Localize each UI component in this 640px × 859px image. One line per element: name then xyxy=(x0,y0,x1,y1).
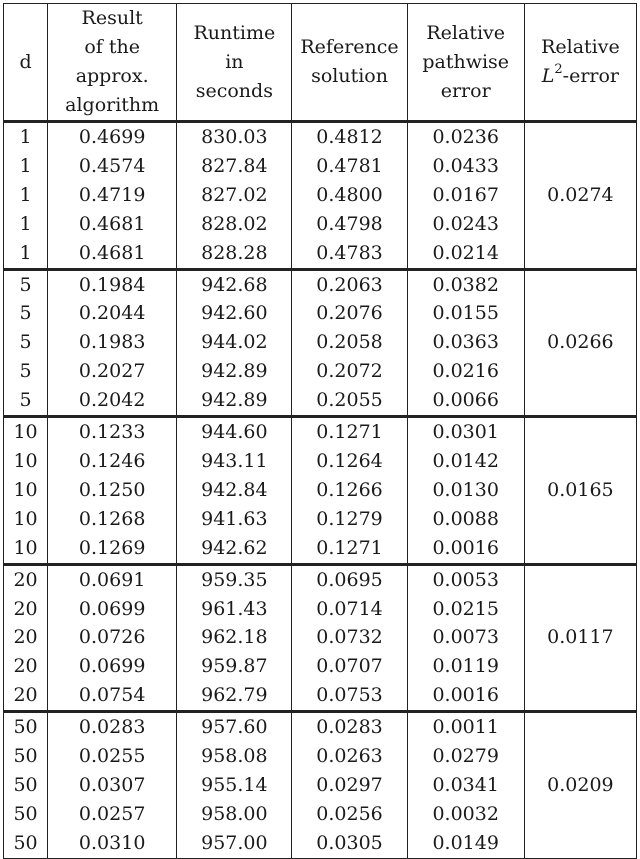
cell-pathwise-error: 0.0382 xyxy=(407,269,524,299)
cell-reference: 0.2076 xyxy=(292,299,407,328)
cell-result: 0.0257 xyxy=(48,800,177,829)
cell-l2-error: 0.0209 xyxy=(524,712,636,859)
cell-reference: 0.0297 xyxy=(292,771,407,800)
cell-d: 5 xyxy=(4,269,48,299)
cell-runtime: 828.02 xyxy=(177,210,292,239)
cell-reference: 0.2072 xyxy=(292,357,407,386)
cell-pathwise-error: 0.0279 xyxy=(407,742,524,771)
cell-reference: 0.2058 xyxy=(292,328,407,357)
cell-reference: 0.0263 xyxy=(292,742,407,771)
cell-d: 5 xyxy=(4,328,48,357)
table-header xyxy=(4,4,637,122)
header-result-line: algorithm xyxy=(65,94,160,116)
cell-reference: 0.1279 xyxy=(292,505,407,534)
header-pathwise-line: Relative xyxy=(426,21,506,44)
cell-runtime: 942.89 xyxy=(177,357,292,386)
cell-reference: 0.0753 xyxy=(292,681,407,711)
cell-pathwise-error: 0.0053 xyxy=(407,564,524,594)
header-l2-line xyxy=(525,62,636,91)
cell-pathwise-error: 0.0142 xyxy=(407,447,524,476)
cell-result: 0.1983 xyxy=(48,328,177,357)
cell-runtime: 959.87 xyxy=(177,652,292,681)
cell-reference: 0.0707 xyxy=(292,652,407,681)
header-runtime-line: seconds xyxy=(195,79,273,102)
cell-runtime: 943.11 xyxy=(177,447,292,476)
cell-pathwise-error: 0.0149 xyxy=(407,829,524,858)
cell-pathwise-error: 0.0155 xyxy=(407,299,524,328)
cell-runtime: 942.89 xyxy=(177,386,292,416)
cell-reference: 0.1271 xyxy=(292,417,407,447)
cell-reference: 0.4798 xyxy=(292,210,407,239)
header-result-line: of the xyxy=(84,36,140,58)
cell-d: 20 xyxy=(4,652,48,681)
cell-d: 1 xyxy=(4,181,48,210)
cell-d: 50 xyxy=(4,742,48,771)
table-row xyxy=(4,122,637,152)
cell-d: 1 xyxy=(4,239,48,269)
cell-d: 10 xyxy=(4,534,48,564)
cell-pathwise-error: 0.0130 xyxy=(407,476,524,505)
cell-result: 0.1250 xyxy=(48,476,177,505)
cell-runtime: 942.84 xyxy=(177,476,292,505)
cell-runtime: 962.79 xyxy=(177,681,292,711)
cell-result: 0.2027 xyxy=(48,357,177,386)
table-row xyxy=(4,712,637,742)
cell-l2-error: 0.0266 xyxy=(524,269,636,417)
header-d-line: d xyxy=(19,50,32,73)
cell-result: 0.4719 xyxy=(48,181,177,210)
cell-runtime: 942.68 xyxy=(177,269,292,299)
cell-l2-error: 0.0117 xyxy=(524,564,636,712)
header-reference-line: Reference xyxy=(300,36,399,58)
cell-pathwise-error: 0.0243 xyxy=(407,210,524,239)
cell-runtime: 955.14 xyxy=(177,771,292,800)
table-row xyxy=(4,417,637,447)
table-row xyxy=(4,564,637,594)
cell-d: 1 xyxy=(4,210,48,239)
cell-reference: 0.0283 xyxy=(292,712,407,742)
table-row xyxy=(4,269,637,299)
cell-runtime: 962.18 xyxy=(177,623,292,652)
cell-pathwise-error: 0.0301 xyxy=(407,417,524,447)
header-runtime-line: in xyxy=(225,50,244,73)
cell-d: 10 xyxy=(4,505,48,534)
cell-d: 20 xyxy=(4,564,48,594)
table-body xyxy=(4,122,637,859)
cell-result: 0.0726 xyxy=(48,623,177,652)
header-result-line: approx. xyxy=(75,65,149,87)
header-runtime-line: Runtime xyxy=(193,21,276,44)
cell-runtime: 944.60 xyxy=(177,417,292,447)
cell-result: 0.0691 xyxy=(48,564,177,594)
cell-d: 20 xyxy=(4,681,48,711)
cell-result: 0.0255 xyxy=(48,742,177,771)
cell-d: 1 xyxy=(4,152,48,181)
cell-runtime: 827.02 xyxy=(177,181,292,210)
cell-pathwise-error: 0.0363 xyxy=(407,328,524,357)
cell-pathwise-error: 0.0119 xyxy=(407,652,524,681)
cell-l2-error: 0.0274 xyxy=(524,122,636,270)
header-reference-line: solution xyxy=(311,65,388,87)
cell-result: 0.1269 xyxy=(48,534,177,564)
cell-reference: 0.0732 xyxy=(292,623,407,652)
header-pathwise-line: pathwise xyxy=(422,50,510,73)
cell-result: 0.1984 xyxy=(48,269,177,299)
cell-d: 10 xyxy=(4,447,48,476)
cell-reference: 0.0714 xyxy=(292,595,407,624)
cell-d: 20 xyxy=(4,595,48,624)
cell-pathwise-error: 0.0011 xyxy=(407,712,524,742)
cell-runtime: 957.60 xyxy=(177,712,292,742)
cell-reference: 0.0305 xyxy=(292,829,407,858)
cell-result: 0.0310 xyxy=(48,829,177,858)
cell-runtime: 958.08 xyxy=(177,742,292,771)
cell-d: 10 xyxy=(4,417,48,447)
header-l2-suffix: -error xyxy=(562,65,620,87)
cell-reference: 0.4781 xyxy=(292,152,407,181)
cell-result: 0.2044 xyxy=(48,299,177,328)
cell-pathwise-error: 0.0016 xyxy=(407,534,524,564)
cell-runtime: 942.62 xyxy=(177,534,292,564)
results-table xyxy=(3,3,637,859)
cell-pathwise-error: 0.0214 xyxy=(407,239,524,269)
cell-runtime: 959.35 xyxy=(177,564,292,594)
cell-pathwise-error: 0.0341 xyxy=(407,771,524,800)
cell-runtime: 957.00 xyxy=(177,829,292,858)
cell-reference: 0.4783 xyxy=(292,239,407,269)
header-l2-symbol: L xyxy=(541,65,555,87)
cell-runtime: 830.03 xyxy=(177,122,292,152)
cell-pathwise-error: 0.0433 xyxy=(407,152,524,181)
cell-reference: 0.4800 xyxy=(292,181,407,210)
cell-runtime: 944.02 xyxy=(177,328,292,357)
cell-d: 50 xyxy=(4,800,48,829)
cell-d: 50 xyxy=(4,771,48,800)
cell-result: 0.0307 xyxy=(48,771,177,800)
cell-result: 0.2042 xyxy=(48,386,177,416)
cell-pathwise-error: 0.0073 xyxy=(407,623,524,652)
cell-pathwise-error: 0.0032 xyxy=(407,800,524,829)
cell-pathwise-error: 0.0167 xyxy=(407,181,524,210)
cell-d: 5 xyxy=(4,386,48,416)
cell-d: 5 xyxy=(4,299,48,328)
cell-reference: 0.4812 xyxy=(292,122,407,152)
cell-pathwise-error: 0.0216 xyxy=(407,357,524,386)
cell-reference: 0.1266 xyxy=(292,476,407,505)
cell-d: 50 xyxy=(4,712,48,742)
header-reference xyxy=(292,4,407,122)
cell-reference: 0.0695 xyxy=(292,564,407,594)
cell-result: 0.1233 xyxy=(48,417,177,447)
cell-pathwise-error: 0.0215 xyxy=(407,595,524,624)
cell-d: 5 xyxy=(4,357,48,386)
cell-d: 50 xyxy=(4,829,48,858)
cell-d: 10 xyxy=(4,476,48,505)
header-l2 xyxy=(524,4,636,122)
header-runtime xyxy=(177,4,292,122)
cell-pathwise-error: 0.0016 xyxy=(407,681,524,711)
header-pathwise-line: error xyxy=(440,79,491,102)
cell-reference: 0.0256 xyxy=(292,800,407,829)
header-result-line: Result xyxy=(81,7,143,29)
header-result xyxy=(48,4,177,122)
cell-reference: 0.2055 xyxy=(292,386,407,416)
cell-reference: 0.1264 xyxy=(292,447,407,476)
cell-d: 20 xyxy=(4,623,48,652)
cell-reference: 0.1271 xyxy=(292,534,407,564)
cell-reference: 0.2063 xyxy=(292,269,407,299)
cell-pathwise-error: 0.0066 xyxy=(407,386,524,416)
cell-result: 0.0283 xyxy=(48,712,177,742)
cell-result: 0.0699 xyxy=(48,595,177,624)
cell-pathwise-error: 0.0236 xyxy=(407,122,524,152)
cell-result: 0.1246 xyxy=(48,447,177,476)
cell-pathwise-error: 0.0088 xyxy=(407,505,524,534)
header-l2-line: Relative xyxy=(541,36,620,58)
cell-result: 0.4574 xyxy=(48,152,177,181)
cell-d: 1 xyxy=(4,122,48,152)
cell-result: 0.4681 xyxy=(48,210,177,239)
header-pathwise xyxy=(407,4,524,122)
cell-result: 0.4681 xyxy=(48,239,177,269)
cell-runtime: 958.00 xyxy=(177,800,292,829)
cell-l2-error: 0.0165 xyxy=(524,417,636,565)
cell-result: 0.4699 xyxy=(48,122,177,152)
cell-runtime: 828.28 xyxy=(177,239,292,269)
header-l2-superscript: 2 xyxy=(554,61,563,77)
cell-result: 0.0699 xyxy=(48,652,177,681)
cell-runtime: 961.43 xyxy=(177,595,292,624)
cell-runtime: 942.60 xyxy=(177,299,292,328)
cell-result: 0.1268 xyxy=(48,505,177,534)
cell-result: 0.0754 xyxy=(48,681,177,711)
cell-runtime: 941.63 xyxy=(177,505,292,534)
cell-runtime: 827.84 xyxy=(177,152,292,181)
header-d xyxy=(4,4,48,122)
